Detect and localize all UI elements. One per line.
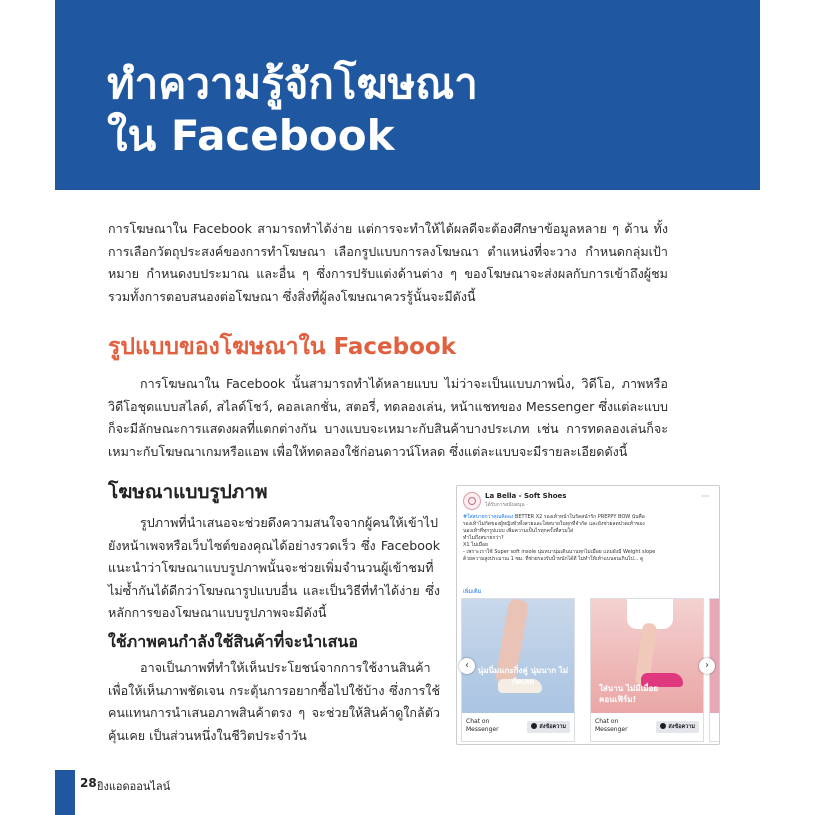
carousel-card-1[interactable] [461, 598, 575, 742]
send-message-button[interactable] [656, 721, 699, 733]
product-photo[interactable] [710, 599, 720, 713]
send-message-label: ส่งข้อความ [539, 724, 566, 730]
ad-text-line: X1 ไม่เมื่อย [463, 542, 488, 548]
carousel-next-arrow-icon[interactable]: › [699, 658, 715, 674]
ad-page-name[interactable]: La Bella - Soft Shoes [485, 492, 567, 500]
ad-header [463, 492, 713, 510]
more-options-icon[interactable]: ··· [701, 492, 709, 501]
chapter-title-line-2: ใน Facebook [107, 111, 395, 160]
card-cta-text: Chat on Messenger [595, 718, 628, 733]
chapter-header-banner [55, 0, 760, 190]
chapter-title [107, 58, 478, 162]
sponsored-label: ได้รับการสนับสนุน · [485, 502, 528, 508]
usage-paragraph: อาจเป็นภาพที่ทำให้เห็นประโยชน์จากการใช้งานสินค้า เพื่อให้เห็นภาพชัดเจน กระตุ้นการอยากซื้อไปใช้บ้าง ซึ่งการใช้คนแทนการนำเสนอภาพสินค้าตรง ๆ จะช่วยให้สินค้าดูใกล้ตัว คุ้นเคย เป็นส่วนหนึ่งในชีวิตประจำวัน [108, 660, 440, 743]
chapter-title-line-1: ทำความรู้จักโฆษณา [107, 59, 478, 108]
ad-text-line: ด้วยความสูงประมาณ 1 ซม. ที่ช่วยรองรับน้ำหนักได้ดี ไม่ทำให้เท้าแบนจนเกินไป... ดู [463, 556, 644, 562]
book-title: ยิงแอดออนไลน์ [97, 780, 171, 793]
intro-paragraph: การโฆษณาใน Facebook สามารถทำได้ง่าย แต่การจะทำให้ได้ผลดีจะต้องศึกษาข้อมูลหลาย ๆ ด้าน ทั้งการเลือกวัตถุประสงค์ของการทำโฆษณา เลือกรูปแบบการลงโฆษณา ตำแหน่งที่จะวาง กำหนดกลุ่มเป้าหมาย กำหนดงบประมาณ และอื่น ๆ ซึ่งการปรับแต่งด้านต่าง ๆ ของโฆษณาจะส่งผลกับการเข้าถึงผู้ชม รวมทั้งการตอบสนองต่อโฆษณา ซึ่งสิ่งที่ผู้ลงโฆษณาควรรู้นั้นจะมีดังนี้ [108, 221, 668, 304]
send-message-button[interactable] [527, 721, 570, 733]
ad-text-line: รองเท้าไม่กัดของผู้หญิงทั่วทั้งสวยและใส่สบายในทุกที่จำกัด และยังช่วยลดปวดเท้าของ [463, 521, 645, 527]
messenger-icon [531, 723, 537, 729]
card-overlay-text: นุ่มนิ่มแกะกิ่งคู่ นุ่มนาก ไม่กัดเลย [477, 666, 569, 686]
carousel-prev-arrow-icon[interactable]: ‹ [459, 658, 475, 674]
ad-text-line: ทำไมถึงสบายกว่า? [463, 535, 504, 541]
send-message-label: ส่งข้อความ [668, 724, 695, 730]
card-footer [591, 713, 703, 741]
ad-hashtag[interactable]: #ใส่สบายกว่าคุณคิดอง [463, 514, 514, 520]
ad-primary-text [463, 514, 713, 563]
usage-heading: ใช้ภาพคนกำลังใช้สินค้าที่จะนำเสนอ [108, 632, 358, 651]
card-overlay-text: ใส่นาน ไม่มีเมื่อย คอนเฟิร์ม! [599, 684, 659, 704]
section-paragraph: การโฆษณาใน Facebook นั้นสามารถทำได้หลายแบบ ไม่ว่าจะเป็นแบบภาพนิ่ง, วิดีโอ, ภาพหรือวิดีโอชุดแบบสไลด์, สไลด์โชว์, คอลเลกชั่น, สตอรี่, ทดลองเล่น, หน้าแชทของ Messenger ซึ่งแต่ละแบบก็จะมีลักษณะการแสดงผลที่แตกต่างกัน บางแบบจะเหมาะกับสินค้าบางประเภท เช่น การทดลองเล่นก็จะเหมาะกับโฆษณาเกมหรือแอพ เพื่อให้ทดลองใช้ก่อนดาวน์โหลด ซึ่งแต่ละแบบจะมีรายละเอียดดังนี้ [108, 376, 668, 459]
page-avatar[interactable] [463, 492, 481, 510]
carousel-card-2[interactable] [590, 598, 704, 742]
page-number: 28 [80, 776, 97, 790]
messenger-icon [660, 723, 666, 729]
image-ads-paragraph: รูปภาพที่นำเสนอจะช่วยดึงความสนใจจากผู้คนให้เข้าไปยังหน้าเพจหรือเว็บไซต์ของคุณได้อย่างรวดเร็ว ซึ่ง Facebook แนะนำว่าโฆษณาแบบรูปภาพนั้นจะช่วยเพิ่มจำนวนผู้เข้าชมที่ไม่ซ้ำกันได้ดีกว่าโฆษณารูปแบบอื่น และเป็นวิธีที่ทำได้ง่าย ซึ่งหลักการของโฆษณาแบบรูปภาพจะมีดังนี้ [108, 515, 440, 620]
ad-text-line: - เพราะเราใช้ Super soft insole นุ่มหนานุ่มเดินนานทุกไม่เมื่อย แถมยังมี Weight slope [463, 549, 656, 555]
facebook-ad-example [456, 485, 720, 745]
card-cta-text: Chat on Messenger [466, 718, 499, 733]
ad-text-line: BETTER X2 รองเท้าหน้าในรัดสนำรัก PREPPY BOW นับคือ [513, 514, 645, 520]
product-photo[interactable] [591, 599, 703, 713]
footer-accent-bar [55, 770, 75, 815]
card-footer [462, 713, 574, 741]
section-heading: รูปแบบของโฆษณาใน Facebook [108, 334, 457, 360]
ad-text-line: นองเท้าที่ทุกรูปแบบ เพิ่มความเป็นไรทุกครั้งที่สวมใส่ [463, 528, 574, 534]
product-photo[interactable] [462, 599, 574, 713]
image-ads-heading: โฆษณาแบบรูปภาพ [108, 481, 268, 503]
see-more-link[interactable]: เพิ่มเติม [463, 589, 482, 595]
